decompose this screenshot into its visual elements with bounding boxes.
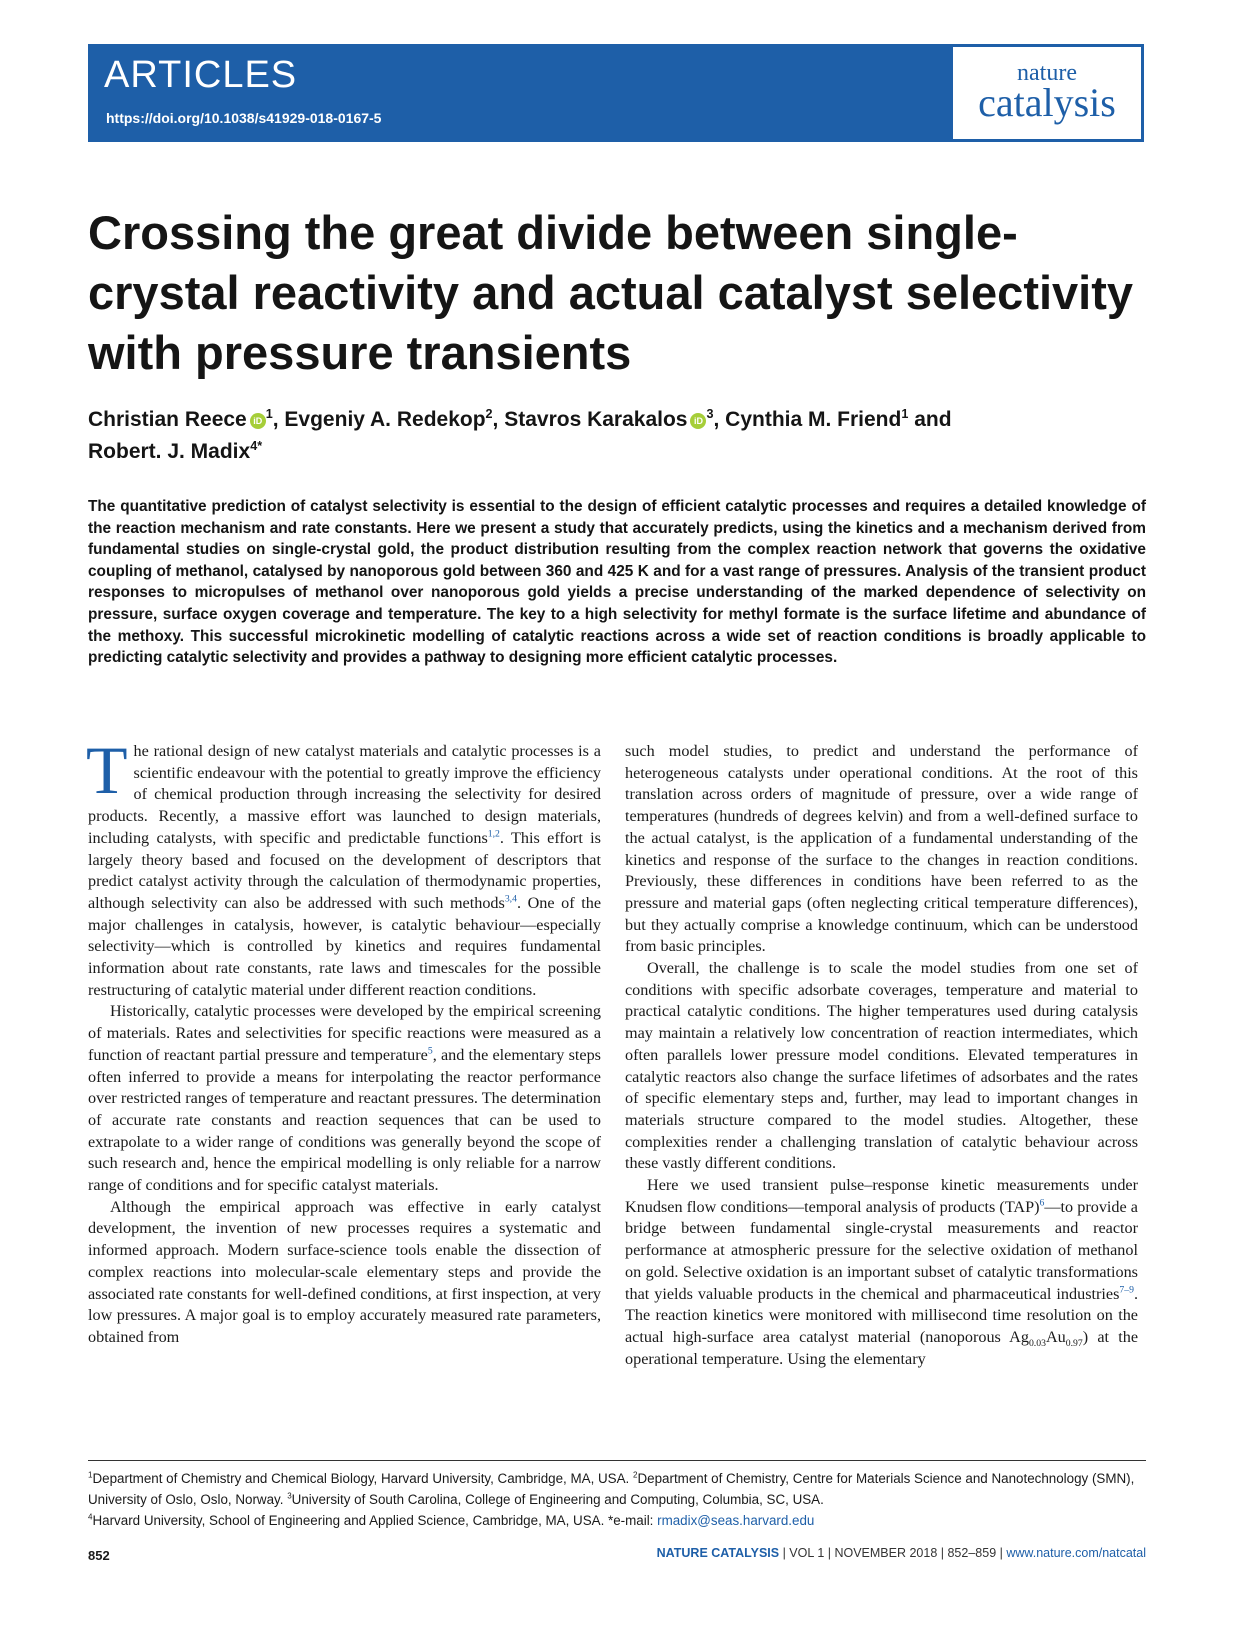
affiliation-number: 1: [88, 1470, 93, 1480]
abstract: The quantitative prediction of catalyst selectivity is essential to the design of efficient catalytic processes and requires a detailed knowledge of the reaction mechanism and rate constants. Here we present a study that accurately predicts, using the kinetics and a mechanism derived from fundamental studies on single-crystal gold, the product distribution resulting from the complex reaction network that governs the oxidative coupling of methanol, catalysed by nanoporous gold between 360 and 425 K and for a vast range of pressures. Analysis of the transient product responses to micropulses of methanol over nanoporous gold yields a precise understanding of the marked dependence of selectivity on pressure, surface oxygen coverage and temperature. The key to a high selectivity for methyl formate is the surface lifetime and abundance of the methoxy. This successful microkinetic modelling of catalytic reactions across a wide set of reaction conditions is broadly applicable to predicting catalytic selectivity and provides a pathway to designing more efficient catalytic processes.: [88, 498, 1146, 667]
affiliation-marker: 1: [901, 407, 909, 421]
journal-url-link[interactable]: www.nature.com/natcatal: [1006, 1546, 1146, 1560]
page-footer: [657, 1546, 1146, 1560]
body-column-right: [625, 741, 1138, 1370]
body-text: —to provide a bridge between fundamental single-crystal measurements and reactor performance at atmospheric pressure for the selective oxidation of methanol on gold. Selective oxidation is an important subset of catalytic transformations that yields valuable products in the chemical and pharmaceutical industries: [625, 1197, 1138, 1303]
body-text: Historically, catalytic processes were developed by the empirical screening of materials. Rates and selectivities for specific reactions were measured as a function of reactant partial pressure and temperature: [88, 1002, 601, 1064]
body-paragraph: [86, 732, 602, 1001]
email-link[interactable]: rmadix@seas.harvard.edu: [657, 1513, 815, 1528]
orcid-icon[interactable]: iD: [690, 413, 706, 429]
subscript: 0.97: [1065, 1338, 1083, 1350]
body-paragraph: Overall, the challenge is to scale the model studies from one set of conditions with specific adsorbate coverages, temperature and material to practical catalytic conditions. The higher temperatures used during catalysis may maintain a relatively low concentration of reaction intermediates, which often parallels lower pressure model conditions. Elevated temperatures in catalytic reactors also change the surface lifetimes of adsorbates and the rates of specific elementary steps and, further, may lead to important changes in materials structure compared to the model studies. Altogether, these complexities render a challenging translation of catalytic behaviour across these vastly different conditions.: [625, 959, 1138, 1173]
body-text: . This effort is largely theory based and focused on the development of descriptors that predict catalyst activity through the calculation of thermodynamic properties, although selectivity can also be addressed with such methods: [88, 828, 601, 912]
author-name: , Cynthia M. Friend: [713, 408, 902, 431]
citation-link[interactable]: 6: [1039, 1197, 1045, 1209]
journal-logo: [953, 47, 1141, 139]
body-paragraph: Although the empirical approach was effective in early catalyst development, the invention of new processes requires a systematic and informed approach. Modern surface-science tools enable the dissection of complex reactions into molecular-scale elementary steps and provide the associated rate constants for well-defined conditions, at first inspection, at very low pressures. A major goal is to employ accurately measured rate parameters, obtained from: [88, 1197, 601, 1346]
body-text: he rational design of new catalyst materials and catalytic processes is a scientific endeavour with the potential to greatly improve the efficiency of chemical production through increasing the selectivity for desired products. Recently, a massive effort was launched to design materials, including catalysts, with specific and predictable functions: [88, 742, 601, 847]
author-conjunction: and: [908, 408, 952, 431]
author-name: , Evgeniy A. Redekop: [272, 408, 486, 431]
article-type-banner: [88, 44, 1144, 142]
affiliation-number: 3: [287, 1491, 292, 1501]
subscript: 0.03: [1028, 1338, 1046, 1350]
footer-info: | VOL 1 | NOVEMBER 2018 | 852–859 |: [779, 1546, 1007, 1560]
section-label: ARTICLES: [104, 54, 298, 96]
logo-line-nature: nature: [1017, 60, 1077, 86]
drop-cap: T: [86, 732, 128, 808]
body-column-left: [86, 732, 602, 1349]
affiliations: [88, 1468, 1148, 1531]
page-number: 852: [88, 1548, 110, 1563]
body-text: Au: [1045, 1327, 1066, 1346]
author-name: Christian Reece: [88, 408, 247, 431]
author-name: Robert. J. Madix: [88, 440, 251, 463]
citation-link[interactable]: 3,4: [504, 893, 517, 905]
body-text: ) at the operational temperature. Using the elementary: [625, 1327, 1139, 1368]
orcid-icon[interactable]: iD: [250, 413, 266, 429]
article-title: Crossing the great divide between single-crystal reactivity and actual catalyst selectivity with pressure transients: [88, 206, 1134, 379]
affiliation-marker: 2: [485, 407, 493, 421]
footnote-divider: [88, 1460, 1146, 1461]
body-paragraph: [88, 1001, 601, 1196]
affiliation-number: 2: [633, 1470, 638, 1480]
affiliation-marker: 3: [706, 407, 714, 421]
body-text: . The reaction kinetics were monitored with millisecond time resolution on the actual high-surface area catalyst material (nanoporous Ag: [625, 1284, 1138, 1346]
affiliation-text: Department of Chemistry, Centre for Materials Science and Nanotechnology (SMN), University of Oslo, Oslo, Norway.: [88, 1471, 1135, 1507]
affiliation-text: Harvard University, School of Engineering and Applied Science, Cambridge, MA, USA. *e-mail:: [92, 1513, 658, 1528]
affiliation-number: 4: [88, 1512, 93, 1522]
body-paragraph: [625, 1175, 1138, 1370]
citation-link[interactable]: 7–9: [1119, 1284, 1134, 1296]
body-text: . One of the major challenges in catalysis, however, is catalytic behaviour—especially selectivity—which is controlled by kinetics and requires fundamental information about rate constants, rate laws and timescales for the possible restructuring of catalytic material under different reaction conditions.: [88, 893, 602, 999]
affiliation-marker: 4*: [250, 439, 263, 453]
body-text: Here we used transient pulse–response kinetic measurements under Knudsen flow conditions—temporal analysis of products (TAP): [625, 1176, 1138, 1216]
citation-link[interactable]: 5: [427, 1045, 433, 1057]
footer-journal: NATURE CATALYSIS: [656, 1546, 780, 1560]
author-name: , Stavros Karakalos: [492, 408, 688, 431]
body-text: , and the elementary steps often inferred to provide a means for interpolating the reactor performance over restricted ranges of temperature and reactant pressures. The determination of accurate rate constants and reaction sequences that can be used to extrapolate to a wider range of conditions was generally beyond the scope of such research and, hence the empirical modelling is only reliable for a narrow range of conditions and for specific catalyst materials.: [88, 1045, 601, 1195]
affiliation-text: University of South Carolina, College of Engineering and Computing, Columbia, SC, USA.: [291, 1492, 824, 1507]
affiliation-text: Department of Chemistry and Chemical Biology, Harvard University, Cambridge, MA, USA.: [92, 1471, 633, 1486]
logo-line-catalysis: catalysis: [978, 80, 1116, 125]
body-paragraph: such model studies, to predict and understand the performance of heterogeneous catalysts under operational conditions. At the root of this translation across orders of magnitude of pressure, over a wide range of temperatures (hundreds of degrees kelvin) and from a well-defined surface to the actual catalyst, is the application of a fundamental understanding of the kinetics and response of the surface to the changes in reaction conditions. Previously, these differences in conditions have been referred to as the pressure and material gaps (often neglecting critical temperature differences), but they actually comprise a knowledge continuum, which can be understood from basic principles.: [625, 742, 1138, 956]
affiliation-marker: 1: [265, 407, 273, 421]
doi-link[interactable]: https://doi.org/10.1038/s41929-018-0167-5: [106, 110, 382, 126]
author-list: [88, 404, 1148, 468]
citation-link[interactable]: 1,2: [487, 828, 500, 840]
